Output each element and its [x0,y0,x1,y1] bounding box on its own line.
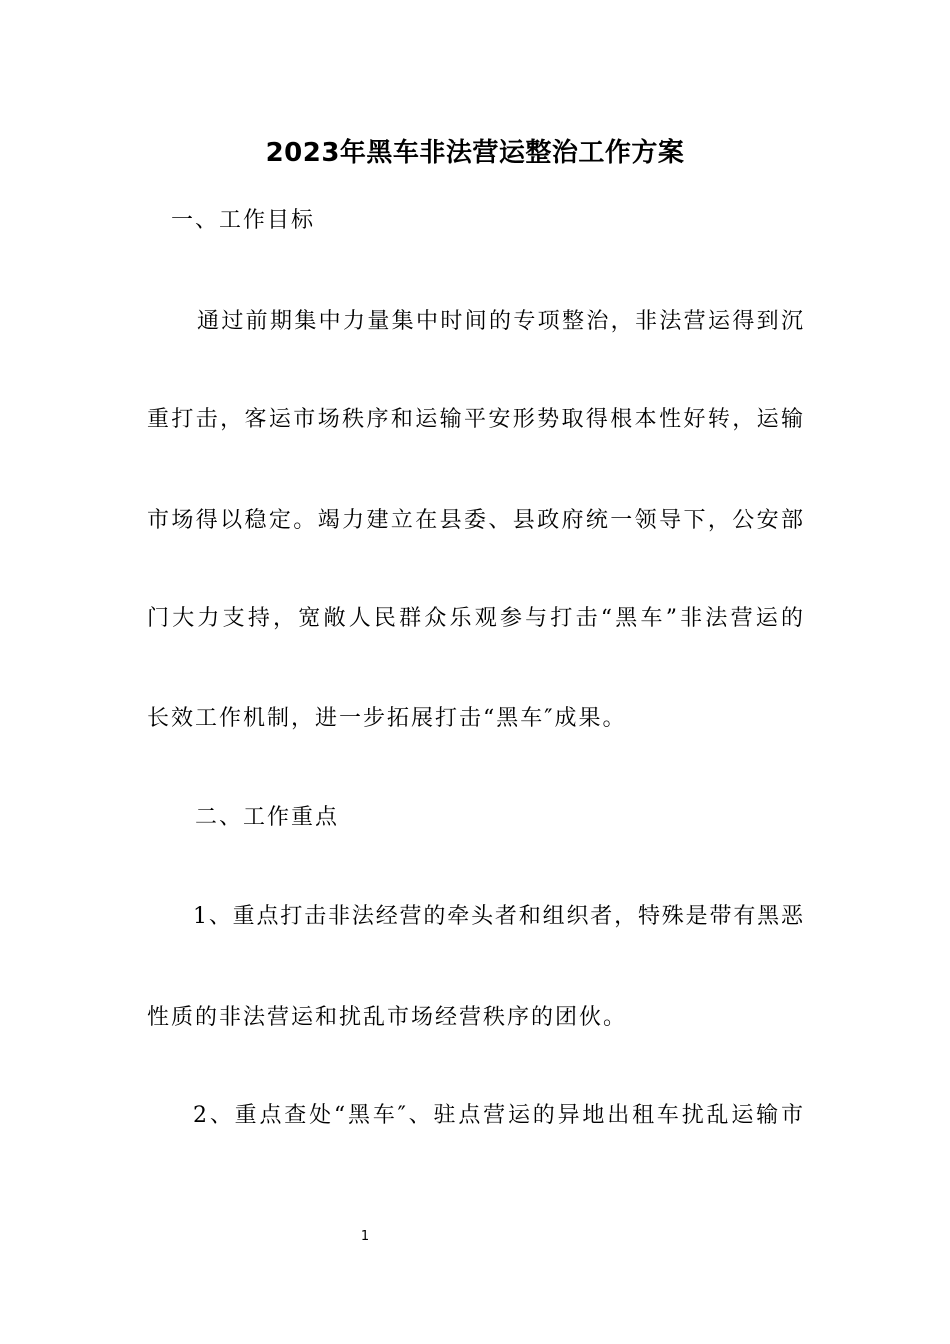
paragraph-line: 通过前期集中力量集中时间的专项整治，非法营运得到沉 [197,309,803,334]
paragraph-line: 市场得以稳定。竭力建立在县委、县政府统一领导下，公安部 [147,508,803,533]
paragraph-line: 重打击，客运市场秩序和运输平安形势取得根本性好转，运输 [147,407,803,432]
page-number: 1 [360,1229,370,1244]
list-item-line: 性质的非法营运和扰乱市场经营秩序的团伙。 [147,1005,628,1030]
paragraph-line: 门大力支持，宽敞人民群众乐观参与打击“黑车”非法营运的 [147,606,803,631]
document-title: 2023年黑车非法营运整治工作方案 [265,138,685,168]
paragraph-line: 长效工作机制，进一步拓展打击“黑车″成果。 [147,706,627,731]
section-heading-focus: 二、工作重点 [195,805,340,830]
section-heading-goals: 一、工作目标 [171,208,316,233]
list-item-line: 2、重点查处“黑车″、驻点营运的异地出租车扰乱运输市 [193,1103,803,1128]
list-item-line: 1、重点打击非法经营的牵头者和组织者，特殊是带有黑恶 [193,904,803,929]
